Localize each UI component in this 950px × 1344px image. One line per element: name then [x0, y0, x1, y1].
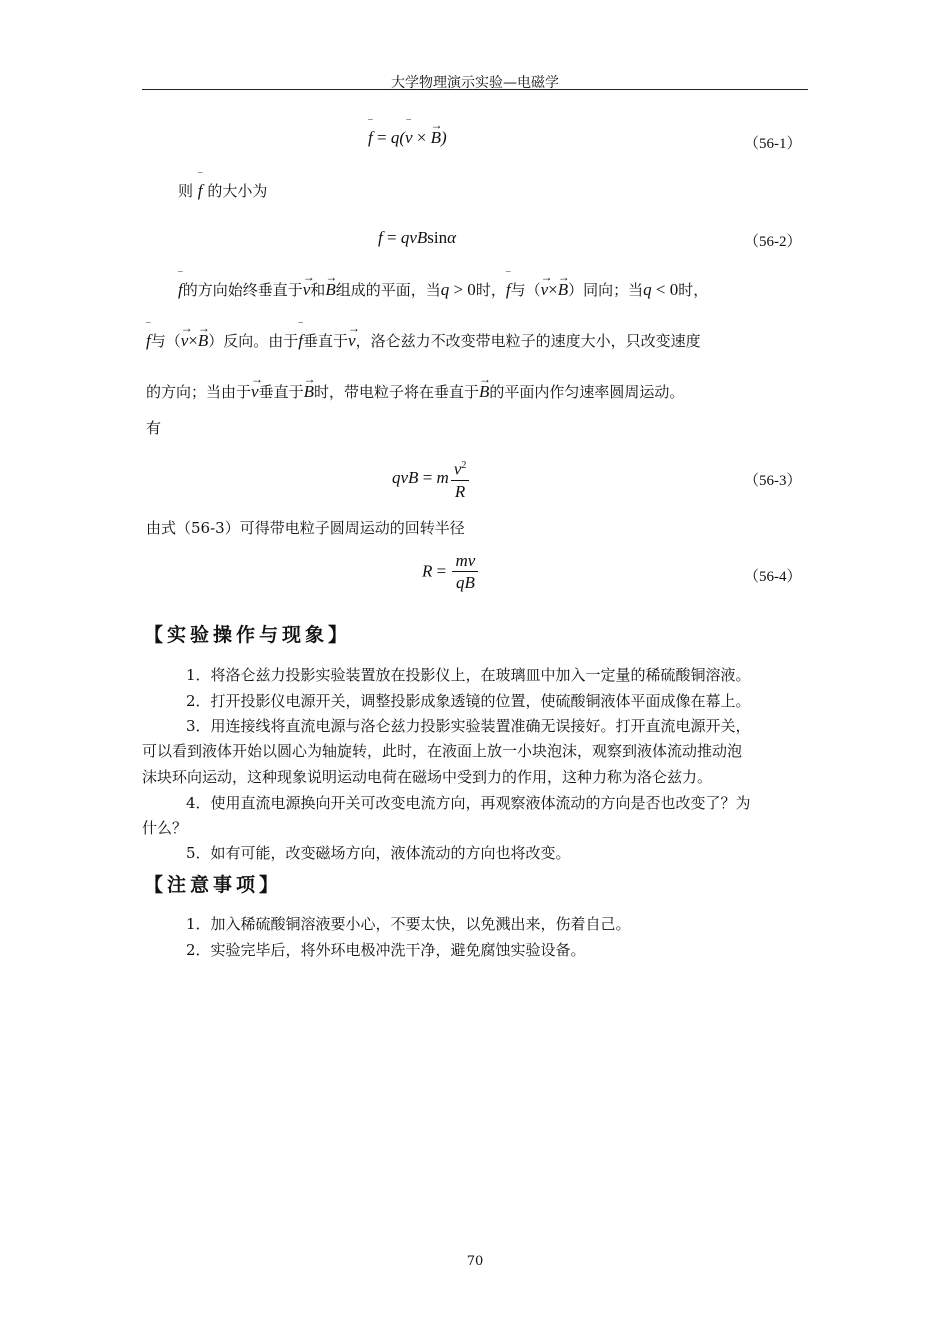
paragraph-you: 有 — [146, 419, 162, 437]
equation-56-2: f = qvBsinα — [378, 228, 457, 247]
page-number: 70 — [466, 1254, 484, 1269]
operation-item-4-cont: 什么？ — [142, 819, 188, 837]
operation-item-1: 1．将洛仑兹力投影实验装置放在投影仪上，在玻璃皿中加入一定量的稀硫酸铜溶液。 — [186, 666, 751, 684]
operation-item-5: 5．如有可能，改变磁场方向，液体流动的方向也将改变。 — [186, 844, 571, 862]
equation-56-1: f ‾ = q(v ‾ × B → ) — [368, 118, 447, 147]
notes-item-1: 1．加入稀硫酸铜溶液要小心，不要太快，以免溅出来，伤着自己。 — [186, 915, 631, 933]
operation-item-2: 2．打开投影仪电源开关，调整投影成象透镜的位置，使硫酸铜液体平面成像在幕上。 — [186, 692, 751, 710]
section-heading-operation: 【实验操作与现象】 — [144, 624, 352, 646]
equation-number-56-4: （56-4） — [744, 569, 802, 585]
equation-number-56-3: （56-3） — [744, 473, 802, 489]
paragraph-direction-line-2: f ‾ 与（v → ×B → ）反向。由于f ‾ 垂直于v → ，洛仑兹力不改变带电粒子的速度大小，只改变速度 — [146, 321, 701, 350]
paragraph-direction-line-3: 的方向；当由于v → 垂直于B → 时，带电粒子将在垂直于B → 的平面内作匀速率圆周运动。 — [146, 372, 685, 401]
notes-item-2: 2．实验完毕后，将外环电极冲洗干净，避免腐蚀实验设备。 — [186, 941, 586, 959]
header-rule — [142, 89, 808, 90]
operation-item-3-cont-2: 沫块环向运动，这种现象说明运动电荷在磁场中受到力的作用，这种力称为洛仑兹力。 — [142, 768, 713, 786]
section-heading-notes: 【注意事项】 — [144, 874, 283, 896]
operation-item-3: 3．用连接线将直流电源与洛仑兹力投影实验装置准确无误接好。打开直流电源开关， — [186, 717, 751, 735]
paragraph-radius-intro: 由式（56-3）可得带电粒子圆周运动的回转半径 — [146, 519, 465, 537]
equation-56-3: qvB = m $\frac{v^2}{R}$ — [392, 456, 471, 503]
paragraph-direction-line-1: f ‾ 的方向始终垂直于v → 和B → 组成的平面，当q > 0时，f ‾ 与（v → ×B → ）同向；当q < 0时， — [178, 270, 709, 299]
equation-number-56-2: （56-2） — [744, 234, 802, 250]
page-header: 大学物理演示实验—电磁学 — [391, 75, 559, 91]
operation-item-4: 4．使用直流电源换向开关可改变电流方向，再观察液体流动的方向是否也改变了？为 — [186, 794, 751, 812]
equation-56-4: R = $\frac{mv}{qB}$ — [422, 551, 480, 594]
operation-item-3-cont-1: 可以看到液体开始以圆心为轴旋转，此时，在液面上放一小块泡沫，观察到液体流动推动泡 — [142, 742, 743, 760]
equation-number-56-1: （56-1） — [744, 136, 802, 152]
paragraph-magnitude: 则 f ‾ 的大小为 — [178, 171, 268, 200]
